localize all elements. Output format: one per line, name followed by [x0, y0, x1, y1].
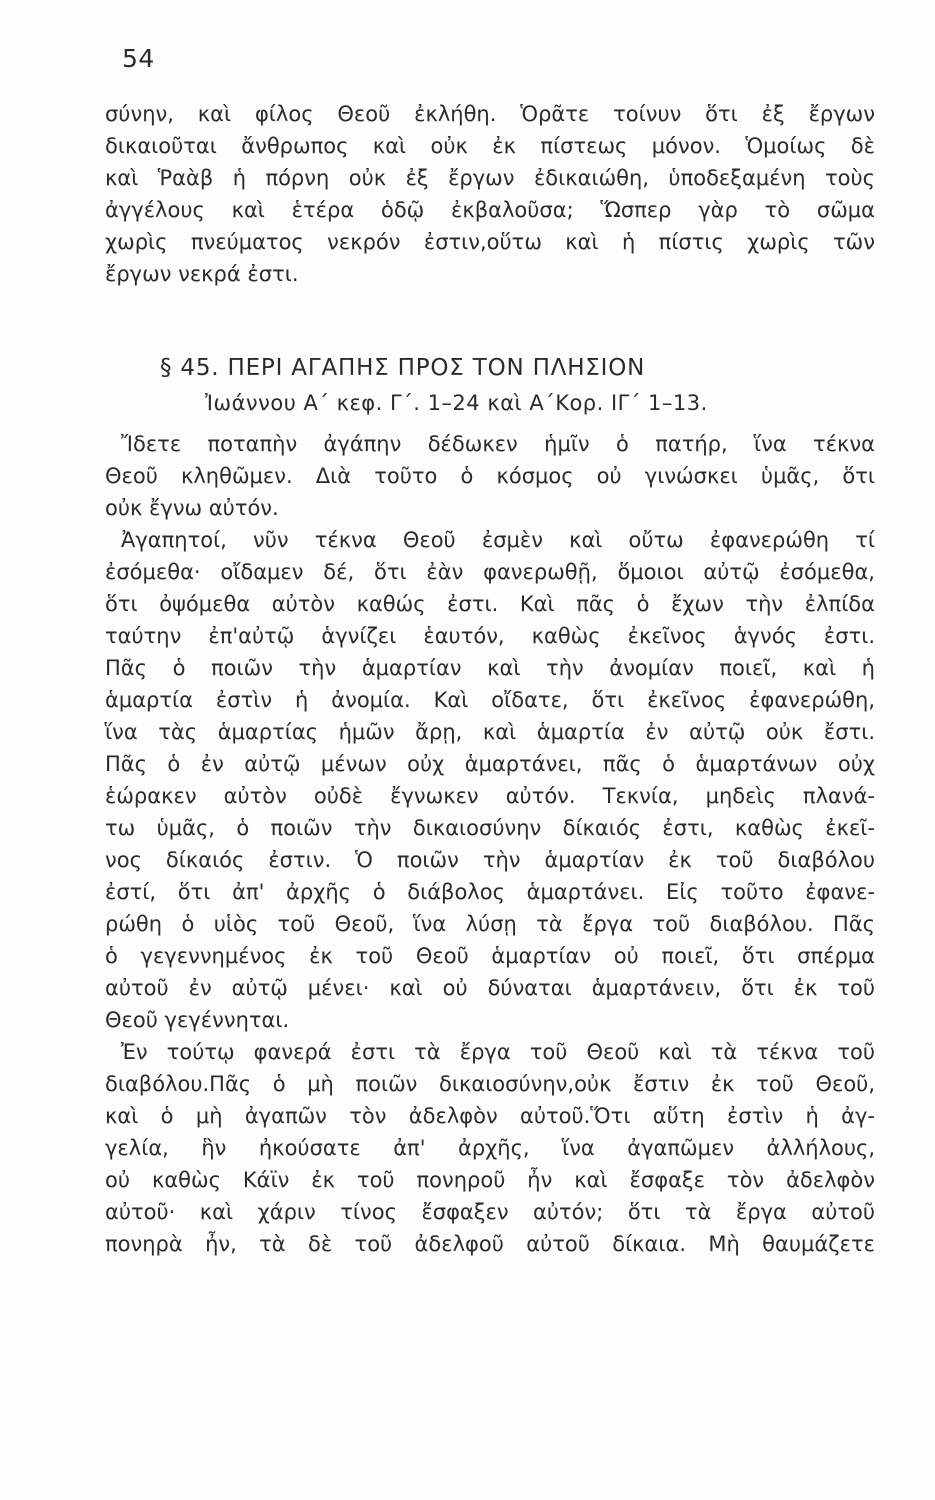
text-line: αὐτοῦ ἐν αὐτῷ μένει· καὶ οὐ δύναται ἁμαρτάνειν, ὅτι ἐκ τοῦ — [105, 976, 875, 1000]
text-line: Θεοῦ γεγέννηται. — [105, 1008, 290, 1032]
text-line: χωρὶς πνεύματος νεκρόν ἐστιν,οὕτω καὶ ἡ πίστις χωρὶς τῶν — [105, 230, 875, 254]
text-line: διαβόλου.Πᾶς ὁ μὴ ποιῶν δικαιοσύνην,οὐκ ἔστιν ἐκ τοῦ Θεοῦ, — [105, 1072, 875, 1096]
section-scripture-reference: Ἰωάννου Α΄ κεφ. Γ΄. 1–24 καὶ Α΄Κορ. ΙΓ΄ 1–13. — [205, 391, 708, 415]
text-line: γελία, ἣν ἠκούσατε ἀπ' ἀρχῆς, ἵνα ἀγαπῶμεν ἀλλήλους, — [105, 1136, 875, 1160]
page-number: 54 — [122, 44, 155, 73]
text-line: νος δίκαιός ἐστιν. Ὁ ποιῶν τὴν ἁμαρτίαν ἐκ τοῦ διαβόλου — [105, 848, 875, 872]
text-line: ὅτι ὀψόμεθα αὐτὸν καθώς ἐστι. Καὶ πᾶς ὁ ἔχων τὴν ἐλπίδα — [105, 592, 875, 616]
text-line: πονηρὰ ἦν, τὰ δὲ τοῦ ἀδελφοῦ αὐτοῦ δίκαια. Μὴ θαυμάζετε — [105, 1232, 875, 1256]
text-line: Πᾶς ὁ ἐν αὐτῷ μένων οὐχ ἁμαρτάνει, πᾶς ὁ ἁμαρτάνων οὐχ — [105, 752, 875, 776]
text-line: ὁ γεγεννημένος ἐκ τοῦ Θεοῦ ἁμαρτίαν οὐ ποιεῖ, ὅτι σπέρμα — [105, 944, 875, 968]
section-heading: § 45. ΠΕΡΙ ΑΓΑΠΗΣ ΠΡΟΣ ΤΟΝ ΠΛΗΣΙΟΝ — [160, 355, 646, 381]
text-line: καὶ ὁ μὴ ἀγαπῶν τὸν ἀδελφὸν αὐτοῦ.Ὅτι αὕτη ἐστὶν ἡ ἀγ- — [105, 1104, 875, 1128]
text-line: Πᾶς ὁ ποιῶν τὴν ἁμαρτίαν καὶ τὴν ἀνομίαν ποιεῖ, καὶ ἡ — [105, 656, 875, 680]
section-body — [105, 428, 875, 1260]
text-line: δικαιοῦται ἄνθρωπος καὶ οὐκ ἐκ πίστεως μόνον. Ὁμοίως δὲ — [105, 134, 875, 158]
text-line: οὐ καθὼς Κάϊν ἐκ τοῦ πονηροῦ ἦν καὶ ἔσφαξε τὸν ἀδελφὸν — [105, 1168, 875, 1192]
text-line: οὐκ ἔγνω αὐτόν. — [105, 496, 279, 520]
text-line: Θεοῦ κληθῶμεν. Διὰ τοῦτο ὁ κόσμος οὐ γινώσκει ὑμᾶς, ὅτι — [105, 464, 875, 488]
text-line: ταύτην ἐπ'αὐτῷ ἁγνίζει ἑαυτόν, καθὼς ἐκεῖνος ἁγνός ἐστι. — [105, 624, 875, 648]
text-line: τω ὑμᾶς, ὁ ποιῶν τὴν δικαιοσύνην δίκαιός ἐστι, καθὼς ἐκεῖ- — [105, 816, 875, 840]
text-line: ἐσόμεθα· οἴδαμεν δέ, ὅτι ἐὰν φανερωθῇ, ὅμοιοι αὐτῷ ἐσόμεθα, — [105, 560, 875, 584]
text-line: Ἀγαπητοί, νῦν τέκνα Θεοῦ ἐσμὲν καὶ οὔτω ἐφανερώθη τί — [121, 528, 875, 552]
text-line: ρώθη ὁ υἱὸς τοῦ Θεοῦ, ἵνα λύσῃ τὰ ἔργα τοῦ διαβόλου. Πᾶς — [105, 912, 875, 936]
text-line: ἵνα τὰς ἁμαρτίας ἡμῶν ἄρῃ, καὶ ἁμαρτία ἐν αὐτῷ οὐκ ἔστι. — [105, 720, 875, 744]
text-line: αὐτοῦ· καὶ χάριν τίνος ἔσφαξεν αὐτόν; ὅτι τὰ ἔργα αὐτοῦ — [105, 1200, 875, 1224]
text-line: ἑώρακεν αὐτὸν οὐδὲ ἔγνωκεν αὐτόν. Τεκνία, μηδεὶς πλανά- — [105, 784, 875, 808]
text-line: ἁμαρτία ἐστὶν ἡ ἀνομία. Καὶ οἴδατε, ὅτι ἐκεῖνος ἐφανερώθη, — [105, 688, 875, 712]
text-line: ἔργων νεκρά ἐστι. — [105, 262, 299, 286]
text-line: Ἐν τούτῳ φανερά ἐστι τὰ ἔργα τοῦ Θεοῦ καὶ τὰ τέκνα τοῦ — [121, 1040, 875, 1064]
paragraph-continuation — [105, 98, 875, 290]
text-line: σύνην, καὶ φίλος Θεοῦ ἐκλήθη. Ὁρᾶτε τοίνυν ὅτι ἐξ ἔργων — [105, 102, 875, 126]
text-line: ἀγγέλους καὶ ἑτέρα ὁδῷ ἐκβαλοῦσα; Ὥσπερ γὰρ τὸ σῶμα — [105, 198, 875, 222]
text-line: καὶ Ῥαὰβ ἡ πόρνη οὐκ ἐξ ἔργων ἐδικαιώθη, ὑποδεξαμένη τοὺς — [105, 166, 875, 190]
text-line: Ἴδετε ποταπὴν ἀγάπην δέδωκεν ἡμῖν ὁ πατήρ, ἵνα τέκνα — [121, 432, 875, 456]
text-line: ἐστί, ὅτι ἀπ' ἀρχῆς ὁ διάβολος ἁμαρτάνει. Εἰς τοῦτο ἐφανε- — [105, 880, 875, 904]
